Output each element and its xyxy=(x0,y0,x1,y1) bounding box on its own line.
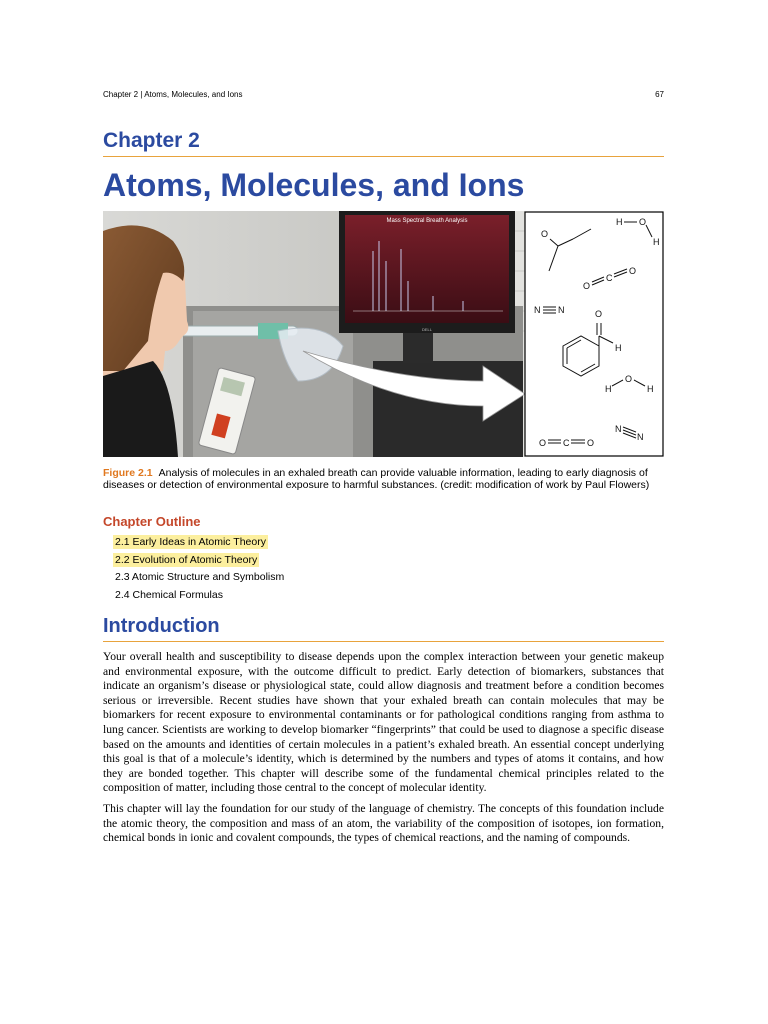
water1-h2: H xyxy=(653,237,660,247)
running-header-chapter: Chapter 2 | Atoms, Molecules, and Ions xyxy=(103,90,243,99)
benzaldehyde-o: O xyxy=(595,309,603,319)
ketone-o: O xyxy=(541,229,549,239)
water2-h1: H xyxy=(605,384,612,394)
n2-2-n2: N xyxy=(637,432,644,442)
outline-item[interactable] xyxy=(113,570,286,588)
water1-o: O xyxy=(639,217,647,227)
benzaldehyde-h: H xyxy=(615,343,622,353)
n2-1-n2: N xyxy=(558,305,565,315)
outline-item[interactable] xyxy=(113,588,286,606)
intro-paragraph-2: This chapter will lay the foundation for our study of the language of chemistry. The concepts of this foundation include the atomic theory, the composition and mass of an atom, the variability of the composition of isotopes, ion formation, chemical bonds in ionic and covalent compounds, the types of chemical reactions, and the naming of compounds. xyxy=(103,802,664,845)
outline-item-label[interactable]: 2.3 Atomic Structure and Symbolism xyxy=(115,571,285,583)
figure-number: Figure 2.1 xyxy=(103,467,153,479)
introduction-heading: Introduction xyxy=(103,614,664,642)
water1-h1: H xyxy=(616,217,623,227)
outline-item-label[interactable]: 2.2 Evolution of Atomic Theory xyxy=(115,553,258,566)
running-header xyxy=(103,90,664,99)
page-number: 67 xyxy=(655,90,664,99)
co2-2-c: C xyxy=(563,438,570,448)
figure-caption xyxy=(103,467,664,491)
chapter-label: Chapter 2 xyxy=(103,128,664,157)
chapter-title: Atoms, Molecules, and Ions xyxy=(103,167,525,203)
outline-item-label[interactable]: 2.4 Chemical Formulas xyxy=(115,588,223,601)
monitor-title: Mass Spectral Breath Analysis xyxy=(386,218,468,224)
molecules-panel xyxy=(525,212,663,456)
co2-2-o1: O xyxy=(539,438,547,448)
n2-2-n1: N xyxy=(615,424,622,434)
outline-item[interactable] xyxy=(113,535,286,553)
co2-1-o1: O xyxy=(583,281,591,291)
water2-o: O xyxy=(625,374,633,384)
n2-1-n1: N xyxy=(534,305,541,315)
monitor-stand xyxy=(403,333,433,363)
caption-text: Analysis of molecules in an exhaled breath can provide valuable information, leading to early diagnosis of diseases or detection of environmental exposure to harmful substances. (credit: modification of work by Paul Flowers) xyxy=(103,467,650,491)
co2-1-o2: O xyxy=(629,266,637,276)
outline-item[interactable] xyxy=(113,553,286,571)
chapter-outline-list xyxy=(113,535,286,605)
intro-paragraph-1: Your overall health and susceptibility to disease depends upon the complex interaction between your genetic makeup and environmental exposure, with the outcome difficult to predict. Early detection of biomarkers, substances that indicate an organism’s disease or physiological state, could allow diagnosis and treatment before a condition becomes serious or irreversible. Recent studies have shown that your exhaled breath can contain molecules that may be biomarkers for recent exposure to environmental contaminants or for pathological conditions ranging from asthma to lung cancer. Scientists are working to develop biomarker “fingerprints” that could be used to diagnose a specific disease based on the amounts and identities of certain molecules in a patient’s exhaled breath. An essential concept underlying this goal is that of a molecule’s identity, which is determined by the numbers and types of atoms it contains, and how they are bonded together. This chapter will describe some of the fundamental chemical principles related to the composition of matter, including those central to the concept of molecular identity. xyxy=(103,650,664,795)
co2-1-c: C xyxy=(606,273,613,283)
outline-item-label[interactable]: 2.1 Early Ideas in Atomic Theory xyxy=(115,536,266,548)
breath-analysis-photo xyxy=(103,211,664,457)
chapter-outline-heading: Chapter Outline xyxy=(103,514,201,529)
monitor-brand: DELL xyxy=(421,327,433,332)
co2-2-o2: O xyxy=(587,438,595,448)
figure-image xyxy=(103,211,664,457)
monitor-screen xyxy=(345,215,509,323)
water2-h2: H xyxy=(647,384,654,394)
